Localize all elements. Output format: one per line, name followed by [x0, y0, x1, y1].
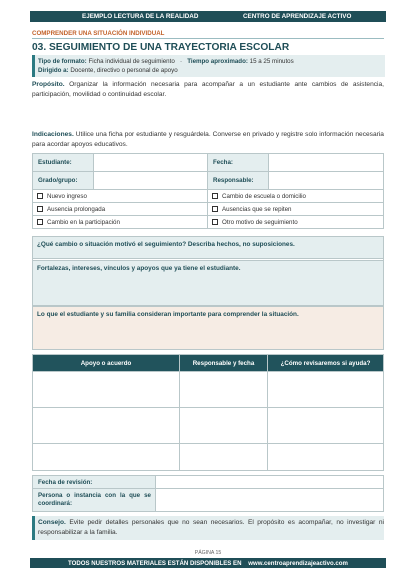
audience-value: Docente, directivo o personal de apoyo: [70, 67, 178, 74]
meta-separator: ·: [179, 58, 183, 65]
check-label: Ausencia prolongada: [47, 205, 106, 213]
footer-bar: [30, 558, 386, 568]
time-label: Tiempo aproximado:: [187, 58, 248, 65]
instructions-label: Indicaciones.: [32, 131, 74, 138]
footer-left: TODOS NUESTROS MATERIALES ESTÁN DISPONIBLES EN: [68, 559, 242, 567]
purpose-paragraph: [32, 80, 384, 99]
page-title: 03. SEGUIMIENTO DE UNA TRAYECTORIA ESCOLAR: [32, 42, 290, 53]
check-label: Cambio en la participación: [47, 218, 120, 226]
advice-label: Consejo.: [38, 519, 66, 526]
section-label: COMPRENDER UNA SITUACIÓN INDIVIDUAL: [32, 30, 165, 37]
table-cell[interactable]: [179, 371, 268, 408]
responsible-label: Responsable:: [207, 171, 269, 190]
check-long-absence[interactable]: [32, 202, 208, 216]
student-label: Estudiante:: [32, 153, 94, 172]
purpose-text: Organizar la información necesaria para acompañar a un estudiante ante cambios de asistencia, participación, movilidad o continuidad escolar.: [32, 81, 384, 98]
format-label: Tipo de formato:: [38, 58, 87, 65]
table-cell[interactable]: [267, 371, 384, 408]
check-label: Ausencias que se repiten: [222, 205, 292, 213]
table-cell[interactable]: [267, 407, 384, 444]
check-label: Cambio de escuela o domicilio: [222, 192, 306, 200]
table-cell[interactable]: [32, 443, 180, 471]
instructions-text: Utilice una ficha por estudiante y resguárdela. Converse en privado y registre solo información necesaria para acordar apoyos educativos.: [32, 131, 384, 148]
section-divider: [32, 38, 384, 39]
audience-label: Dirigido a:: [38, 67, 69, 74]
check-school-change[interactable]: [207, 189, 384, 203]
advice-box: [32, 516, 384, 540]
review-date-field[interactable]: [155, 475, 384, 489]
col-support-header: Apoyo o acuerdo: [32, 354, 180, 372]
q3-label: Lo que el estudiante y su familia consideran importante para comprender la situación.: [32, 306, 384, 350]
checkbox-icon: [212, 193, 218, 199]
table-cell[interactable]: [32, 407, 180, 444]
table-cell[interactable]: [179, 407, 268, 444]
time-value: 15 a 25 minutos: [249, 58, 294, 65]
footer-link[interactable]: www.centroaprendizajeactivo.com: [248, 559, 348, 567]
responsible-field[interactable]: [268, 171, 384, 190]
checkbox-icon: [37, 193, 43, 199]
header-bar: [30, 11, 386, 22]
date-field[interactable]: [268, 153, 384, 172]
student-field[interactable]: [93, 153, 208, 172]
table-cell[interactable]: [32, 371, 180, 408]
checkbox-icon: [212, 219, 218, 225]
col-responsible-header: Responsable y fecha: [179, 354, 268, 372]
meta-row-1: [38, 58, 294, 65]
checkbox-icon: [212, 206, 218, 212]
meta-row-2: [38, 67, 178, 74]
purpose-label: Propósito.: [32, 81, 65, 88]
checkbox-icon: [37, 219, 43, 225]
header-left: EJEMPLO LECTURA DE LA REALIDAD: [82, 13, 199, 20]
check-label: Nuevo ingreso: [47, 192, 87, 200]
grade-label: Grado/grupo:: [32, 171, 94, 190]
q2-answer-area[interactable]: [32, 260, 384, 306]
instructions-paragraph: [32, 130, 384, 149]
check-new-enrollment[interactable]: [32, 189, 208, 203]
header-right: CENTRO DE APRENDIZAJE ACTIVO: [243, 13, 352, 20]
coordinator-field[interactable]: [155, 488, 384, 512]
check-participation-change[interactable]: [32, 215, 208, 229]
checkbox-icon: [37, 206, 43, 212]
check-label: Otro motivo de seguimiento: [222, 218, 298, 226]
q3-answer-area[interactable]: [32, 306, 384, 350]
check-other-reason[interactable]: [207, 215, 384, 229]
check-repeated-absence[interactable]: [207, 202, 384, 216]
format-value: Ficha individual de seguimiento: [88, 58, 175, 65]
meta-box: [32, 55, 385, 77]
review-date-label: Fecha de revisión:: [32, 475, 156, 489]
date-label: Fecha:: [207, 153, 269, 172]
q1-label: ¿Qué cambio o situación motivó el seguimiento? Describa hechos, no suposiciones.: [32, 236, 384, 258]
coordinator-label: Persona o instancia con la que se coordinará:: [32, 488, 156, 512]
table-cell[interactable]: [179, 443, 268, 471]
col-review-header: ¿Cómo revisaremos si ayuda?: [267, 354, 384, 372]
table-cell[interactable]: [267, 443, 384, 471]
advice-text: Evite pedir detalles personales que no sean necesarios. El propósito es acompañar, no investigar ni responsabilizar a la familia.: [38, 519, 384, 536]
page-number: PÁGINA 15: [194, 550, 222, 556]
q2-label: Fortalezas, intereses, vínculos y apoyos que ya tiene el estudiante.: [32, 260, 384, 306]
grade-field[interactable]: [93, 171, 208, 190]
